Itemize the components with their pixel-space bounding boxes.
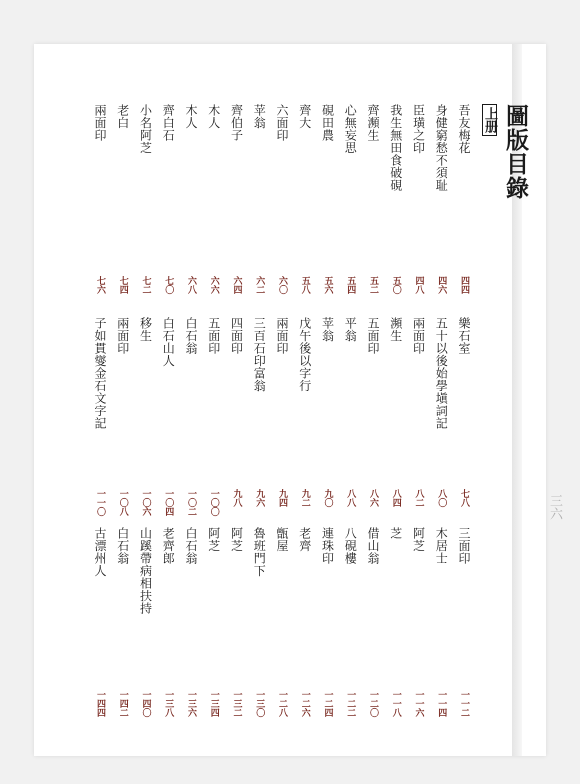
toc-entry-title: 齊大 [297,104,312,129]
toc-entry-page-number: 五六 [322,276,333,294]
toc-entry-title: 硯田農 [320,104,335,142]
toc-entry-title: 老齊 [297,527,312,552]
toc-entry-page-number: 五四 [345,276,356,294]
toc-entry-page-number: 一四〇 [140,690,151,717]
toc-entry-page-number: 一〇二 [186,489,196,516]
toc-entry-title: 四面印 [229,317,244,355]
toc-entry-page-number: 九四 [277,489,287,507]
toc-entry-page-number: 八四 [390,489,401,507]
toc-entry-page-number: 九六 [254,489,265,507]
toc-entry-title: 齊瀕生 [366,104,380,142]
toc-entry-title: 瀕生 [388,317,403,342]
toc-entry-title: 吾友梅花 [457,104,471,154]
toc-entry-page-number: 八八 [345,489,356,507]
toc-entry-page-number: 七二 [140,276,151,294]
toc-entry-title: 苹翁 [320,317,335,342]
toc-entry-title: 齊伯子 [229,104,244,142]
toc-entry-page-number: 一二二 [345,690,356,717]
toc-entry-page-number: 一一〇 [95,489,105,516]
toc-entry-title: 五面印 [366,317,380,355]
toc-entry-title: 白石翁 [184,317,198,355]
toc-entry-page-number: 一二八 [277,690,287,717]
toc-entry-title: 兩面印 [275,317,289,355]
toc-entry-title: 三百石印富翁 [252,317,267,392]
toc-entry-title: 借山翁 [366,527,380,565]
toc-entry-title: 三面印 [457,527,471,565]
toc-entry-title: 老齊郎 [161,527,176,565]
toc-entry-page-number: 九二 [299,489,310,507]
toc-entry-title: 老白 [115,104,130,129]
toc-entry-title: 甑屋 [275,527,289,552]
toc-entry-title: 兩面印 [93,104,107,142]
toc-entry-title: 木人 [206,104,221,129]
toc-entry-page-number: 一〇〇 [208,489,219,516]
toc-entry-title: 苹翁 [252,104,267,129]
toc-entry-title: 小名阿芝 [138,104,153,154]
toc-entry-title: 白石翁 [115,527,130,565]
toc-entry-title: 白石翁 [184,527,198,565]
toc-entry-page-number: 四四 [459,276,469,294]
toc-entry-title: 臣璜之印 [411,104,426,154]
toc-entry-page-number: 一〇四 [163,489,174,516]
toc-entry-title: 木居士 [434,527,449,565]
toc-entry-title: 阿芝 [411,527,426,552]
toc-entry-page-number: 六〇 [277,276,287,294]
toc-entry-page-number: 五八 [299,276,310,294]
toc-entry-page-number: 六六 [208,276,219,294]
volume-label: 上册 [482,104,497,136]
toc-entry-title: 六面印 [275,104,289,142]
toc-entry-title: 戊午後以字行 [297,317,312,392]
toc-entry-title: 樂石室 [457,317,471,355]
toc-entry-page-number: 一二四 [322,690,333,717]
toc-entry-page-number: 五二 [368,276,378,294]
toc-entry-page-number: 七四 [117,276,128,294]
toc-entry-page-number: 一一四 [436,690,447,717]
toc-entry-page-number: 一二六 [299,690,310,717]
toc-entry-title: 身健窮愁不須耻 [434,104,449,192]
toc-entry-title: 五十以後始學塡詞記 [434,317,449,430]
toc-entry-page-number: 六二 [254,276,265,294]
toc-entry-title: 心無妄思 [343,104,358,154]
toc-entry-page-number: 一二〇 [368,690,378,717]
toc-entry-title: 五面印 [206,317,221,355]
toc-entry-title: 古漂州人 [93,527,107,577]
toc-entry-page-number: 一一二 [459,690,469,717]
toc-entry-page-number: 六八 [186,276,196,294]
toc-entry-page-number: 一三四 [208,690,219,717]
toc-entry-page-number: 七八 [459,489,469,507]
toc-entry-title: 齊白石 [161,104,176,142]
toc-entry-page-number: 一三二 [231,690,242,717]
toc-entry-page-number: 一四二 [117,690,128,717]
toc-entry-page-number: 一三六 [186,690,196,717]
toc-entry-title: 木人 [184,104,198,129]
toc-entry-page-number: 九〇 [322,489,333,507]
toc-entry-page-number: 六四 [231,276,242,294]
toc-entry-page-number: 一一六 [413,690,424,717]
toc-entry-title: 兩面印 [411,317,426,355]
toc-entry-title: 八硯樓 [343,527,358,565]
toc-entry-title: 阿芝 [229,527,244,552]
toc-entry-page-number: 七〇 [163,276,174,294]
toc-entry-page-number: 七六 [95,276,105,294]
toc-entry-title: 魯班門下 [252,527,267,577]
toc-entry-page-number: 四八 [413,276,424,294]
toc-entry-title: 移生 [138,317,153,342]
toc-entry-title: 平翁 [343,317,358,342]
toc-entry-title: 兩面印 [115,317,130,355]
toc-entry-page-number: 一三〇 [254,690,265,717]
toc-entry-page-number: 一〇六 [140,489,151,516]
toc-entry-title: 連珠印 [320,527,335,565]
toc-entry-page-number: 九八 [231,489,242,507]
toc-entry-page-number: 八〇 [436,489,447,507]
toc-title: 圖版目錄 [502,104,529,200]
toc-entry-page-number: 八六 [368,489,378,507]
page-number: 三六 [547,494,562,520]
toc-entry-page-number: 一三八 [163,690,174,717]
toc-entry-title: 芝 [388,527,403,540]
toc-entry-page-number: 五〇 [390,276,401,294]
toc-entry-page-number: 一〇八 [117,489,128,516]
toc-entry-page-number: 八二 [413,489,424,507]
toc-entry-title: 我生無田食破硯 [388,104,403,192]
toc-entry-page-number: 一四四 [95,690,105,717]
toc-entry-page-number: 四六 [436,276,447,294]
toc-entry-title: 山蹊帶病相扶持 [138,527,153,615]
toc-entry-page-number: 一一八 [390,690,401,717]
toc-entry-title: 白石山人 [161,317,176,367]
toc-entry-title: 子如貫燮金石文字記 [93,317,107,430]
toc-entry-title: 阿芝 [206,527,221,552]
